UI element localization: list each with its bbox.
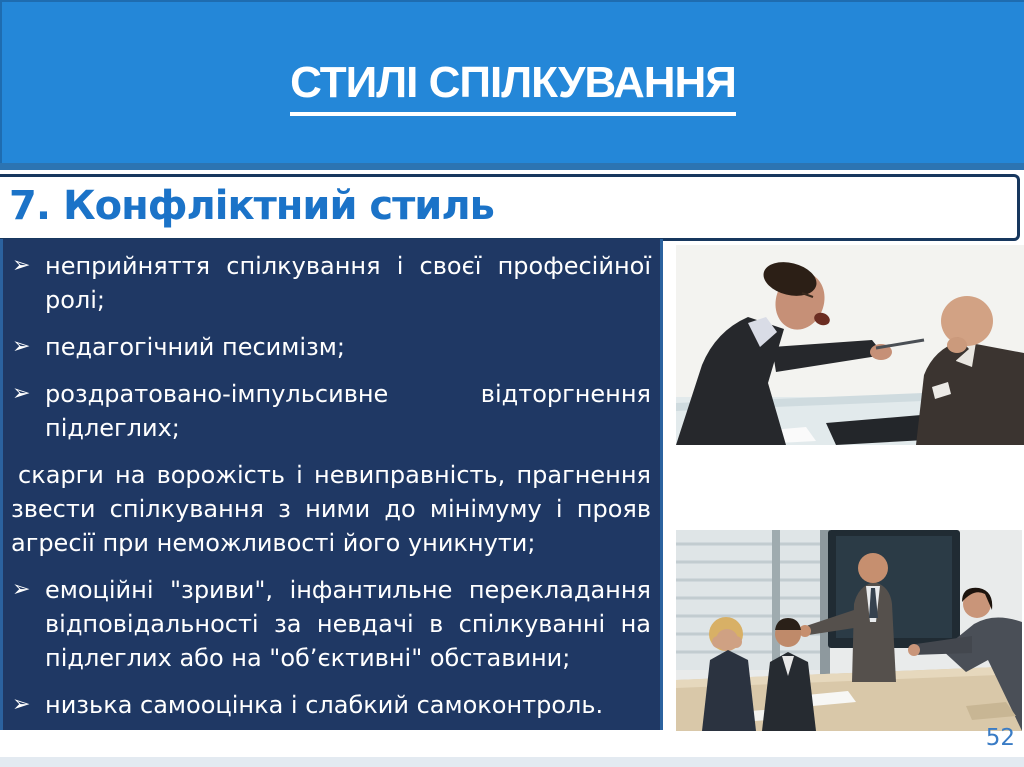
bottom-strip <box>0 757 1024 767</box>
section-bar <box>0 174 1020 241</box>
arrow-bullet-icon: ➢ <box>12 334 31 359</box>
header-divider <box>0 163 1024 170</box>
bullet-item-text: низька самооцінка і слабкий самоконтроль. <box>45 691 604 719</box>
page-number: 52 <box>985 725 1015 751</box>
bullet-item-text: педагогічний песимізм; <box>45 333 345 361</box>
office-conflict-photo <box>676 530 1022 731</box>
slide-header <box>0 0 1024 163</box>
two-men-arguing-illustration <box>676 245 1024 445</box>
content-box <box>0 239 663 730</box>
arrow-bullet-icon: ➢ <box>12 577 31 602</box>
bullet-item-text: неприйняття спілкування і своєї професійної ролі; <box>45 252 651 314</box>
bullet-item <box>11 377 651 445</box>
paragraph-item <box>11 458 651 560</box>
bullet-item-text: роздратовано-імпульсивне відторгнення підлеглих; <box>45 380 651 442</box>
bullet-item <box>11 573 651 675</box>
section-heading: 7. Конфліктний стиль <box>9 183 494 229</box>
page-title <box>2 60 1024 106</box>
office-conflict-illustration <box>676 530 1022 731</box>
bullet-item-text: емоційні "зриви", інфантильне перекладання відповідальності за невдачі в спілкуванні на підлеглих або на "об’єктивні" обставини; <box>45 576 651 672</box>
two-men-arguing-photo <box>676 245 1024 445</box>
bullet-item <box>11 249 651 317</box>
arrow-bullet-icon: ➢ <box>12 253 31 278</box>
arrow-bullet-icon: ➢ <box>12 692 31 717</box>
bullet-item <box>11 688 651 722</box>
page-title-text: СТИЛІ СПІЛКУВАННЯ <box>290 58 736 116</box>
arrow-bullet-icon: ➢ <box>12 381 31 406</box>
paragraph-item-text: скарги на ворожість і невиправність, прагнення звести спілкування з ними до мінімуму і прояв агресії при неможливості його уникнути; <box>11 461 651 557</box>
bullet-item <box>11 330 651 364</box>
